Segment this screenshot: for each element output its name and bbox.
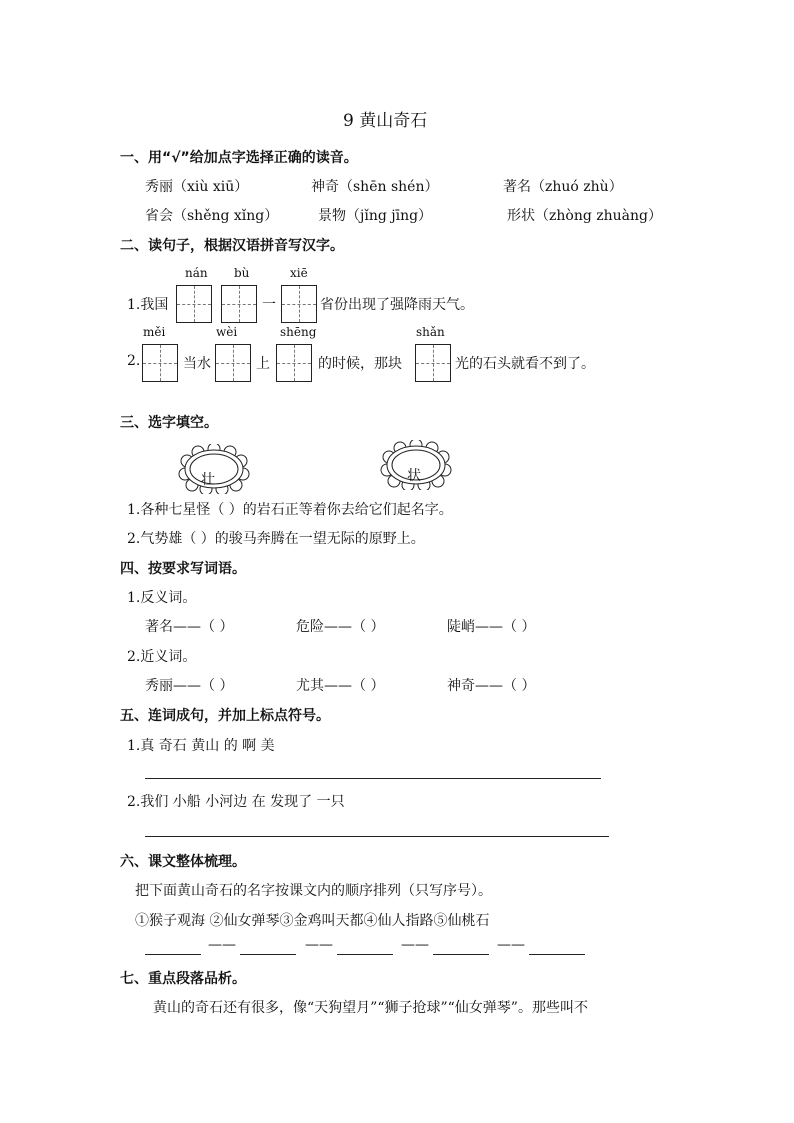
pinyin-label: wèi <box>216 325 238 339</box>
writing-box[interactable] <box>142 344 178 382</box>
sentence-text: 2. <box>127 353 141 369</box>
answer-line[interactable] <box>145 836 609 837</box>
sub-heading: 1.反义词。 <box>127 590 197 606</box>
section-2-heading: 二、读句子，根据汉语拼音写汉字。 <box>120 238 344 254</box>
word-blank: 陡峭——（ ） <box>447 619 536 635</box>
pinyin-label: shēng <box>280 325 317 339</box>
sentence-text: 上 <box>256 356 270 372</box>
order-blank[interactable] <box>433 954 489 955</box>
sentence-text: 的时候，那块 <box>318 356 402 372</box>
word-blank: 著名——（ ） <box>145 619 234 635</box>
choice-char: 状 <box>407 468 421 484</box>
section-7-heading: 七、重点段落品析。 <box>120 971 246 987</box>
order-blank[interactable] <box>240 954 296 955</box>
pronunciation-item: 著名（zhuó zhù） <box>503 179 623 195</box>
section-1-heading: 一、用“√”给加点字选择正确的读音。 <box>120 150 358 166</box>
writing-box[interactable] <box>281 285 317 323</box>
writing-box[interactable] <box>176 285 212 323</box>
order-dash: —— <box>208 937 236 953</box>
word-blank: 神奇——（ ） <box>447 678 536 694</box>
pronunciation-item: 秀丽（xiù xiū） <box>145 179 249 195</box>
pinyin-label: xiē <box>290 266 308 280</box>
sentence-text: 当水 <box>183 356 211 372</box>
answer-line[interactable] <box>145 778 601 779</box>
options-text: ①猴子观海 ②仙女弹琴③金鸡叫天都④仙人指路⑤仙桃石 <box>135 913 490 929</box>
writing-box[interactable] <box>221 285 257 323</box>
sentence-text: 光的石头就看不到了。 <box>455 356 595 372</box>
instruction-text: 把下面黄山奇石的名字按课文内的顺序排列（只写序号）。 <box>135 883 492 899</box>
pronunciation-item: 省会（shěng xǐng） <box>145 208 279 224</box>
section-5-heading: 五、连词成句，并加上标点符号。 <box>120 708 330 724</box>
choice-char: 壮 <box>201 472 215 488</box>
pinyin-label: bù <box>234 266 250 280</box>
writing-box[interactable] <box>215 344 251 382</box>
sentence-text: 省份出现了强降雨天气。 <box>320 297 474 313</box>
pronunciation-item: 神奇（shēn shén） <box>311 179 439 195</box>
section-3-heading: 三、选字填空。 <box>120 415 218 431</box>
order-blank[interactable] <box>529 954 585 955</box>
word-order-question: 1.真 奇石 黄山 的 啊 美 <box>127 738 275 754</box>
section-6-heading: 六、课文整体梳理。 <box>120 854 246 870</box>
sentence-text: 1.我国 <box>127 297 169 313</box>
word-blank: 秀丽——（ ） <box>145 678 234 694</box>
order-dash: —— <box>497 937 525 953</box>
sentence-text: 一 <box>262 297 276 313</box>
pinyin-label: shǎn <box>416 325 445 339</box>
order-dash: —— <box>401 937 429 953</box>
word-order-question: 2.我们 小船 小河边 在 发现了 一只 <box>127 794 345 810</box>
fill-blank-question: 1.各种七星怪（ ）的岩石正等着你去给它们起名字。 <box>127 502 453 518</box>
pinyin-label: měi <box>143 325 166 339</box>
fill-blank-question: 2.气势雄（ ）的骏马奔腾在一望无际的原野上。 <box>127 531 425 547</box>
word-blank: 危险——（ ） <box>296 619 385 635</box>
sub-heading: 2.近义词。 <box>127 649 197 665</box>
pronunciation-item: 景物（jǐng jīng） <box>318 208 433 224</box>
paragraph-text: 黄山的奇石还有很多，像“天狗望月”“狮子抢球”“仙女弹琴”。那些叫不 <box>153 1000 588 1016</box>
order-blank[interactable] <box>337 954 393 955</box>
order-dash: —— <box>305 937 333 953</box>
section-4-heading: 四、按要求写词语。 <box>120 561 246 577</box>
writing-box[interactable] <box>276 344 312 382</box>
writing-box[interactable] <box>415 344 451 382</box>
pinyin-label: nán <box>185 266 208 280</box>
order-blank[interactable] <box>145 954 201 955</box>
page-title: 9 黄山奇石 <box>343 111 428 131</box>
pronunciation-item: 形状（zhòng zhuàng） <box>507 208 662 224</box>
word-blank: 尤其——（ ） <box>296 678 385 694</box>
